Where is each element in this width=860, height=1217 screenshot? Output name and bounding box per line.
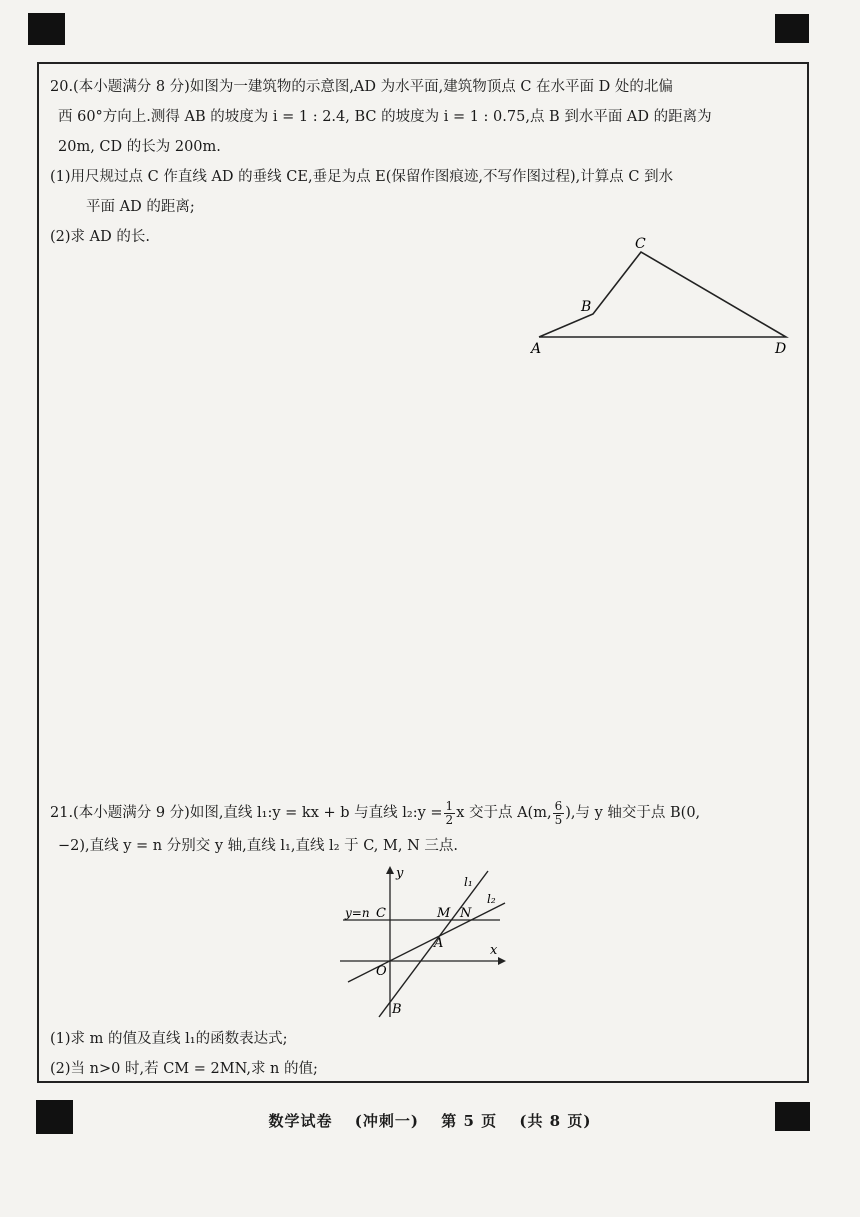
label-y-eq-n: y=n bbox=[345, 906, 370, 920]
q20-part-1: (1)用尺规过点 C 作直线 AD 的垂线 CE,垂足为点 E(保留作图痕迹,不写作图过程),计算点 C 到水 bbox=[50, 169, 674, 185]
corner-mark-top-right bbox=[775, 14, 809, 43]
label-a: A bbox=[434, 936, 444, 951]
q21-figure bbox=[338, 862, 513, 1022]
q21-parts bbox=[50, 1024, 800, 1084]
footer-subject: 数学试卷 bbox=[268, 1112, 333, 1130]
q21-line-1-pre: 21.(本小题满分 9 分)如图,直线 l₁:y = kx + b 与直线 l₂:y = bbox=[50, 805, 443, 821]
q20-label-c: C bbox=[635, 236, 646, 252]
q21-part-1: (1)求 m 的值及直线 l₁的函数表达式; bbox=[50, 1031, 288, 1047]
q21-fraction-six-fifths bbox=[553, 800, 565, 827]
q20-part-1-cont: 平面 AD 的距离; bbox=[86, 199, 195, 215]
q21-line-2: −2),直线 y = n 分别交 y 轴,直线 l₁,直线 l₂ 于 C, M, N 三点. bbox=[58, 838, 458, 854]
frac-six-den: 5 bbox=[554, 812, 563, 827]
q21-line-1 bbox=[50, 795, 800, 831]
q20-line-3: 20m, CD 的长为 200m. bbox=[58, 139, 221, 155]
label-m: M bbox=[437, 906, 451, 921]
question-21 bbox=[50, 795, 800, 861]
frac-half-num: 1 bbox=[445, 798, 454, 813]
q21-line-1-mid: x 交于点 A(m, bbox=[456, 805, 552, 821]
q20-label-b: B bbox=[581, 299, 592, 315]
label-x: x bbox=[490, 943, 498, 958]
label-c: C bbox=[376, 906, 386, 921]
q20-part-2: (2)求 AD 的长. bbox=[50, 229, 150, 245]
frac-half-den: 2 bbox=[445, 812, 454, 827]
frac-six-num: 6 bbox=[554, 798, 563, 813]
x-axis-arrow-icon bbox=[498, 957, 506, 965]
q20-line-1: 20.(本小题满分 8 分)如图为一建筑物的示意图,AD 为水平面,建筑物顶点 C 在水平面 D 处的北偏 bbox=[50, 79, 673, 95]
q21-part-2: (2)当 n>0 时,若 CM = 2MN,求 n 的值; bbox=[50, 1061, 318, 1077]
q21-fraction-half bbox=[444, 800, 456, 827]
label-b: B bbox=[392, 1002, 402, 1017]
q20-figure bbox=[525, 232, 805, 362]
footer-tag: (冲刺一) bbox=[354, 1112, 419, 1130]
label-n: N bbox=[460, 906, 472, 921]
line-l2 bbox=[348, 903, 505, 982]
corner-mark-top-left bbox=[28, 13, 65, 45]
label-l2: l₂ bbox=[487, 892, 496, 906]
page-footer bbox=[0, 1110, 860, 1131]
question-20 bbox=[50, 72, 800, 252]
y-axis-arrow-icon bbox=[386, 866, 394, 874]
footer-page: 第 5 页 bbox=[441, 1112, 498, 1130]
label-y: y bbox=[396, 866, 404, 881]
q20-label-d: D bbox=[775, 341, 787, 357]
label-o: O bbox=[376, 964, 387, 979]
label-l1: l₁ bbox=[464, 875, 473, 889]
footer-total: (共 8 页) bbox=[519, 1112, 592, 1130]
q20-polyline-abcd bbox=[539, 252, 786, 337]
q20-label-a: A bbox=[531, 341, 542, 357]
q21-line-1-post: ),与 y 轴交于点 B(0, bbox=[565, 805, 701, 821]
q20-line-2: 西 60°方向上.测得 AB 的坡度为 i = 1 : 2.4, BC 的坡度为 i = 1 : 0.75,点 B 到水平面 AD 的距离为 bbox=[58, 109, 712, 125]
